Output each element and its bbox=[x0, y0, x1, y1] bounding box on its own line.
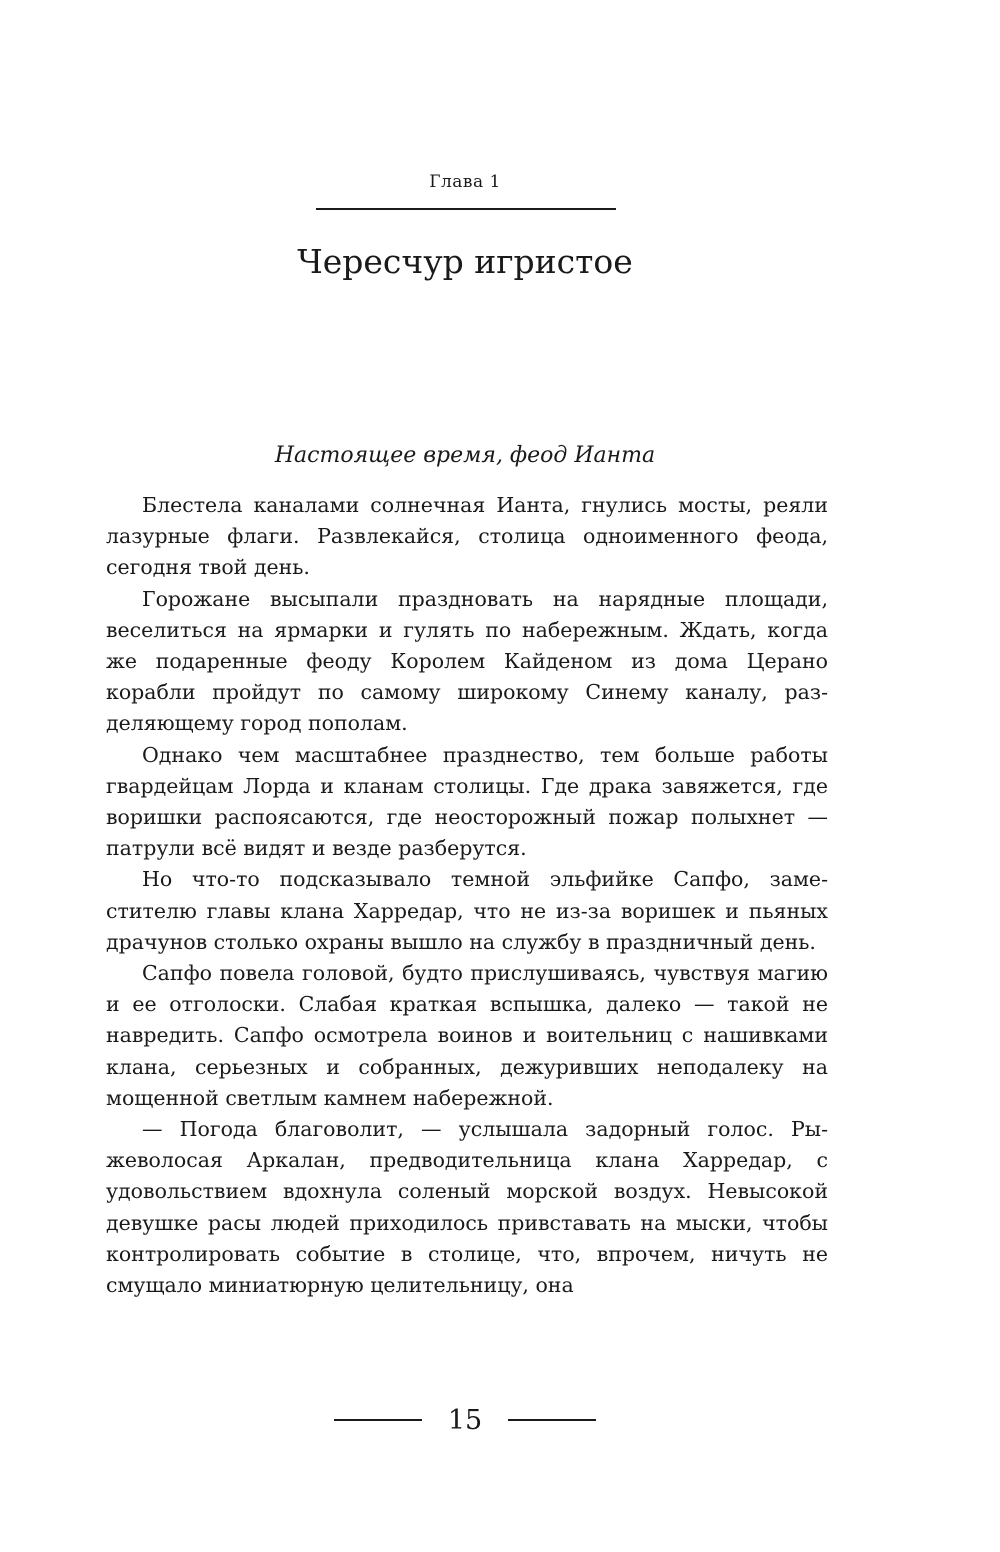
section-subtitle: Настоящее время, феод Ианта bbox=[274, 443, 656, 468]
footer-rule-right bbox=[508, 1419, 596, 1421]
chapter-label: Глава 1 bbox=[429, 172, 501, 192]
paragraph-6: — Погода благоволит, — услышала задорный голос. Рыжеволосая Аркалан, предводительница клана Харредар, с удовольствием вдохнула соленый морской воздух. Невысокой девушке расы людей приходилось привставать на мыски, чтобы контролировать событие в столице, что, впрочем, ничуть не смущало миниатюрную целительницу, она bbox=[106, 1117, 828, 1298]
chapter-title: Чересчур игристое bbox=[297, 242, 633, 281]
page-number: 15 bbox=[447, 1404, 483, 1436]
paragraph-2: Горожане высыпали праздновать на нарядные площади, веселиться на ярмарки и гулять по набережным. Ждать, когда же подаренные феоду Королем Кайденом из дома Церано корабли пройдут по самому широкому Синему каналу, разделяющему город пополам. bbox=[106, 586, 828, 736]
paragraph-1: Блестела каналами солнечная Ианта, гнулись мосты, реяли лазурные флаги. Развлекайся, столица одноименного феода, сегодня твой день. bbox=[106, 493, 828, 580]
page-footer bbox=[0, 1398, 930, 1442]
footer-rule-left bbox=[334, 1419, 422, 1421]
chapter-divider bbox=[316, 208, 616, 210]
paragraph-5: Сапфо повела головой, будто прислушиваясь, чувствуя магию и ее отголоски. Слабая краткая вспышка, далеко — такой не навредить. Сапфо осмотрела воинов и воительниц с нашивками клана, серьезных и собранных, дежуривших неподалеку на мощенной светлым камнем набережной. bbox=[106, 961, 828, 1110]
paragraph-3: Однако чем масштабнее празднество, тем больше работы гвардейцам Лорда и кланам столицы. Где драка завяжется, где воришки распоясаются, где неосторожный пожар полыхнет — патрули всё видят и везде разберутся. bbox=[106, 742, 828, 861]
paragraph-4: Но что-то подсказывало темной эльфийке Сапфо, заместителю главы клана Харредар, что не из-за воришек и пьяных драчунов столько охраны вышло на службу в праздничный день. bbox=[106, 867, 828, 954]
body-text bbox=[106, 490, 828, 1301]
